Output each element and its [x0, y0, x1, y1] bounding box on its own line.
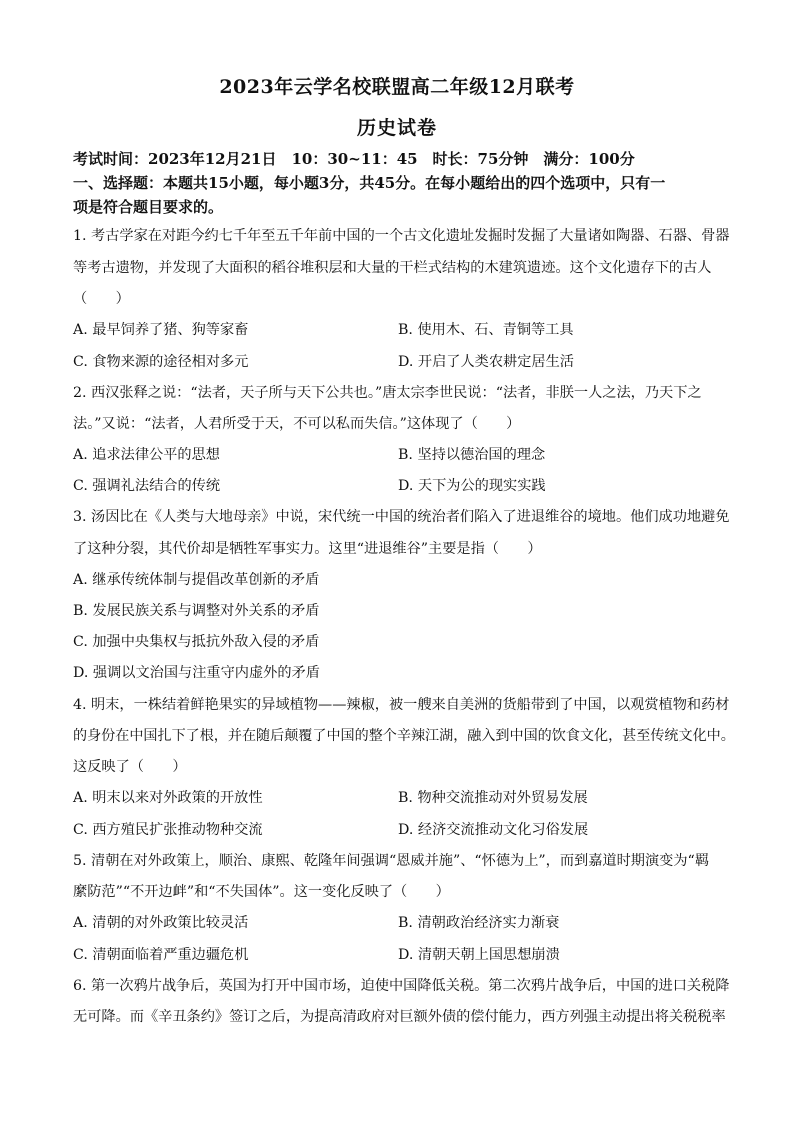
question-2-option-c: C. 强调礼法结合的传统 [73, 478, 221, 494]
question-3-option-b: B. 发展民族关系与调整对外关系的矛盾 [73, 603, 320, 619]
question-1-option-b: B. 使用木、石、青铜等工具 [398, 322, 574, 338]
question-4-option-c: C. 西方殖民扩张推动物种交流 [73, 822, 263, 838]
exam-info: 考试时间：2023年12月21日 10：30~11：45 时长：75分钟 满分：100分 [73, 150, 635, 168]
question-1-option-a: A. 最早饲养了猪、狗等家畜 [73, 322, 249, 338]
question-3-option-a: A. 继承传统体制与提倡改革创新的矛盾 [73, 572, 320, 588]
question-4-line-3: 这反映了（ ） [73, 759, 187, 775]
question-2-option-a: A. 追求法律公平的思想 [73, 447, 220, 463]
question-1-line-3: （ ） [73, 291, 130, 307]
exam-subject: 历史试卷 [356, 117, 437, 139]
section-instruction-line2: 项是符合题目要求的。 [73, 198, 224, 216]
question-1-option-c: C. 食物来源的途径相对多元 [73, 354, 249, 370]
question-3-option-d: D. 强调以文治国与注重守内虚外的矛盾 [73, 665, 320, 681]
question-4-line-1: 4. 明末，一株结着鲜艳果实的异域植物——辣椒，被一艘来自美洲的货船带到了中国，以观赏植物和药材 [73, 697, 730, 713]
question-2-option-b: B. 坚持以德治国的理念 [398, 447, 546, 463]
question-2-line-1: 2. 西汉张释之说：“法者，天子所与天下公共也。”唐太宗李世民说：“法者，非朕一人之法，乃天下之 [73, 385, 702, 401]
question-1-line-1: 1. 考古学家在对距今约七千年至五千年前中国的一个古文化遗址发掘时发掘了大量诸如陶器、石器、骨器 [73, 228, 730, 244]
question-2-option-d: D. 天下为公的现实实践 [398, 478, 546, 494]
question-6-line-2: 无可降。而《辛丑条约》签订之后，为提高清政府对巨额外债的偿付能力，西方列强主动提出将关税税率 [73, 1009, 726, 1025]
question-5-option-b: B. 清朝政治经济实力渐衰 [398, 915, 560, 931]
question-4-option-b: B. 物种交流推动对外贸易发展 [398, 790, 588, 806]
question-1-option-d: D. 开启了人类农耕定居生活 [398, 354, 574, 370]
question-3-option-c: C. 加强中央集权与抵抗外敌入侵的矛盾 [73, 634, 320, 650]
question-3-line-2: 了这种分裂，其代价却是牺牲军事实力。这里“进退维谷”主要是指（ ） [73, 541, 542, 557]
question-6-line-1: 6. 第一次鸦片战争后，英国为打开中国市场，迫使中国降低关税。第二次鸦片战争后，中国的进口关税降 [73, 978, 730, 994]
question-3-line-1: 3. 汤因比在《人类与大地母亲》中说，宋代统一中国的统治者们陷入了进退维谷的境地。他们成功地避免 [73, 509, 730, 525]
question-5-line-1: 5. 清朝在对外政策上，顺治、康熙、乾隆年间强调“恩威并施”、“怀德为上”，而到嘉道时期演变为“羁 [73, 853, 710, 869]
question-5-option-d: D. 清朝天朝上国思想崩溃 [398, 947, 560, 963]
question-4-option-d: D. 经济交流推动文化习俗发展 [398, 822, 589, 838]
question-5-line-2: 縻防范”“不开边衅”和“不失国体”。这一变化反映了（ ） [73, 884, 450, 900]
question-4-line-2: 的身份在中国扎下了根，并在随后颠覆了中国的整个辛辣江湖，融入到中国的饮食文化，甚至传统文化中。 [73, 728, 735, 744]
question-5-option-a: A. 清朝的对外政策比较灵活 [73, 915, 249, 931]
question-2-line-2: 法。”又说：“法者，人君所受于天，不可以私而失信。”这体现了（ ） [73, 416, 521, 432]
question-4-option-a: A. 明末以来对外政策的开放性 [73, 790, 263, 806]
question-5-option-c: C. 清朝面临着严重边疆危机 [73, 947, 249, 963]
question-1-line-2: 等考古遗物，并发现了大面积的稻谷堆积层和大量的干栏式结构的木建筑遗迹。这个文化遗存下的古人 [73, 260, 712, 276]
section-instruction-line1: 一、选择题：本题共15小题，每小题3分，共45分。在每小题给出的四个选项中，只有一 [73, 174, 666, 192]
exam-title: 2023年云学名校联盟高二年级12月联考 [219, 76, 575, 98]
